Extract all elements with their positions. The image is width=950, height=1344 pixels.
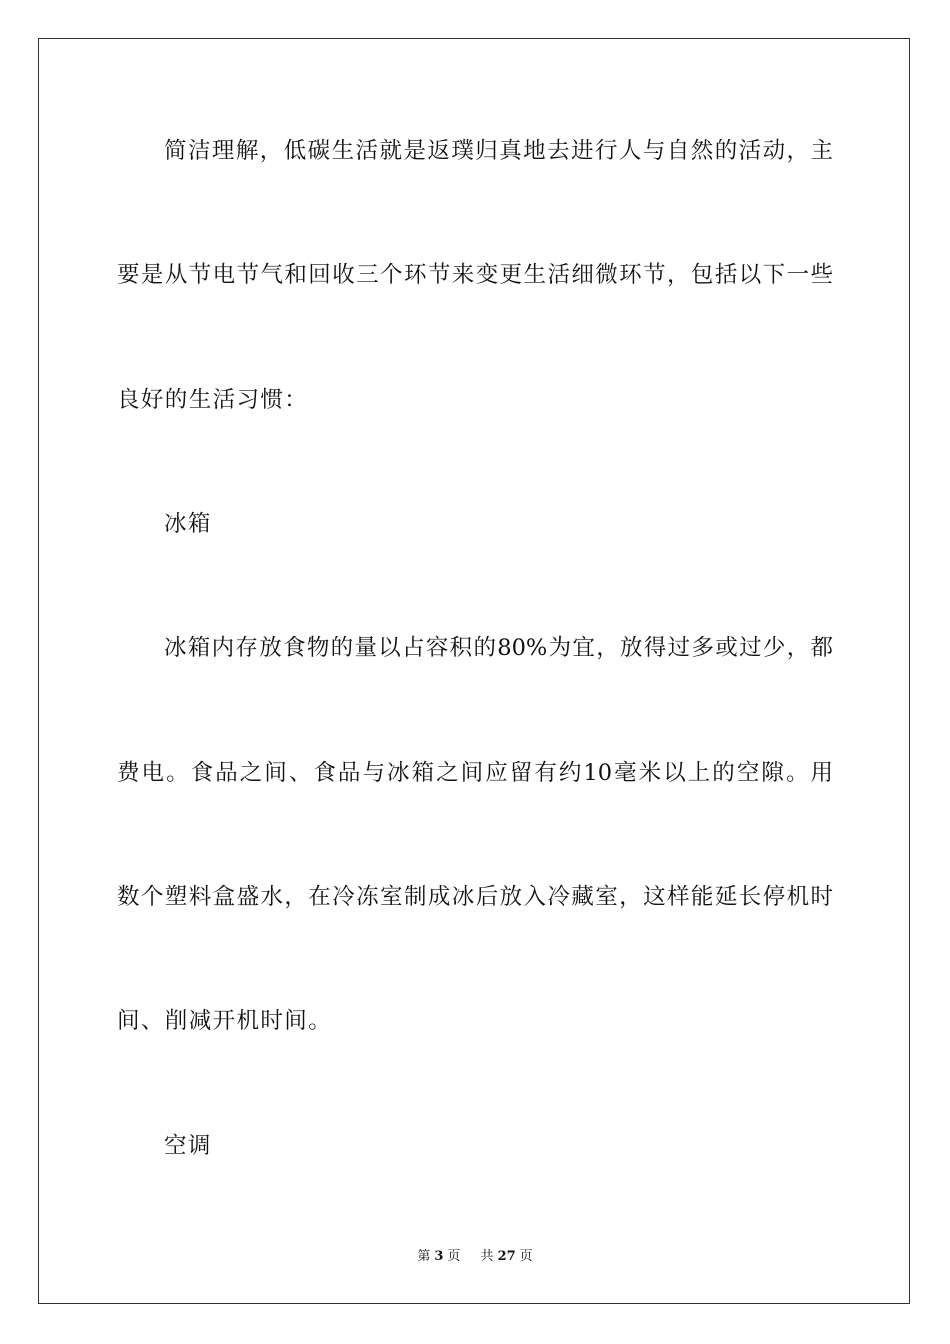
total-pages: 27 — [497, 1249, 516, 1264]
paragraph-line-5: 冰箱内存放食物的量以占容积的80%为宜，放得过多或过少，都 — [164, 635, 833, 661]
total-suffix: 页 — [519, 1249, 533, 1264]
page-suffix: 页 — [447, 1249, 461, 1264]
paragraph-line-6: 费电。食品之间、食品与冰箱之间应留有约10毫米以上的空隙。用 — [117, 760, 833, 786]
page-border — [38, 38, 910, 1304]
paragraph-line-3: 良好的生活习惯： — [117, 387, 309, 413]
total-prefix: 共 — [480, 1249, 494, 1264]
section-heading-air-conditioner: 空调 — [164, 1133, 212, 1159]
paragraph-line-1: 简洁理解，低碳生活就是返璞归真地去进行人与自然的活动，主 — [164, 138, 833, 164]
paragraph-line-7: 数个塑料盒盛水，在冷冻室制成冰后放入冷藏室，这样能延长停机时 — [117, 884, 833, 910]
page-number: 3 — [434, 1249, 444, 1264]
paragraph-line-8: 间、削减开机时间。 — [117, 1008, 333, 1034]
total-indicator — [477, 1249, 537, 1264]
page-prefix: 第 — [417, 1249, 431, 1264]
paragraph-line-2: 要是从节电节气和回收三个环节来变更生活细微环节，包括以下一些 — [117, 262, 833, 288]
section-heading-fridge: 冰箱 — [164, 511, 212, 537]
page-indicator — [413, 1249, 464, 1264]
page-footer — [0, 1248, 950, 1266]
